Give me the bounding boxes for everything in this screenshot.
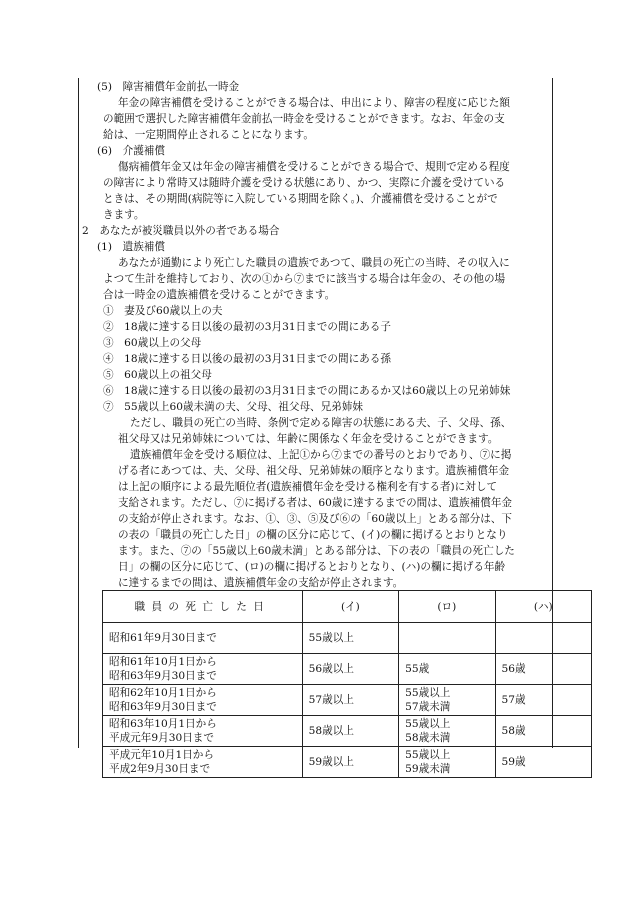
table-cell-ro: 55歳以上 57歳未満 (399, 685, 495, 716)
table-cell-ha: 59歳 (495, 747, 591, 778)
chapter-heading: 2 あなたが被災職員以外の者である場合 (82, 225, 280, 237)
table-cell-i: 57歳以上 (302, 685, 398, 716)
paragraph-line: の表の「職員の死亡した日」の欄の区分に応じて、(イ)の欄に掲げるとおりとなり (118, 529, 508, 541)
paragraph-line: の範囲で選択した障害補償年金前払一時金を受けることができます。なお、年金の支 (103, 113, 505, 125)
table-cell-ro: 55歳 (399, 654, 495, 685)
paragraph-line: よつて生計を維持しており、次の①から⑦までに該当する場合は年金の、その他の場 (103, 273, 506, 285)
table-row (103, 654, 592, 685)
table-row (103, 623, 592, 654)
paragraph-line: ます。また、⑦の「55歳以上60歳未満」とある部分は、下の表の「職員の死亡した (118, 545, 515, 557)
list-item: ⑤ 60歳以上の祖父母 (103, 369, 212, 381)
paragraph-line: 傷病補償年金又は年金の障害補償を受けることができる場合で、規則で定める程度 (118, 161, 510, 173)
table-header-cell: (ロ) (399, 591, 495, 623)
table-cell-i: 58歳以上 (302, 716, 398, 747)
table-cell-date: 昭和61年10月1日から 昭和63年9月30日まで (103, 654, 303, 685)
table-row (103, 716, 592, 747)
table-cell-ha (495, 623, 591, 654)
section-heading: (1) 遺族補償 (97, 241, 165, 253)
age-table (102, 590, 592, 778)
paragraph-line: ただし、職員の死亡の当時、条例で定める障害の状態にある夫、子、父母、孫、 (130, 417, 512, 429)
paragraph-line: 支給されます。ただし、⑦に掲げる者は、60歳に達するまでの間は、遺族補償年金 (118, 497, 513, 509)
table-cell-i: 59歳以上 (302, 747, 398, 778)
table-cell-ha: 58歳 (495, 716, 591, 747)
table-cell-date: 昭和62年10月1日から 昭和63年9月30日まで (103, 685, 303, 716)
table-cell-date: 昭和61年9月30日まで (103, 623, 303, 654)
table-header-cell: 職員の死亡した日 (103, 591, 303, 623)
list-item: ⑥ 18歳に達する日以後の最初の3月31日までの間にあるか又は60歳以上の兄弟姉妹 (103, 385, 511, 397)
paragraph-line: に達するまでの間は、遺族補償年金の支給が停止されます。 (118, 577, 404, 589)
table-cell-date: 昭和63年10月1日から 平成元年9月30日まで (103, 716, 303, 747)
paragraph-line: 年金の障害補償を受けることができる場合は、申出により、障害の程度に応じた額 (118, 97, 510, 109)
list-item: ③ 60歳以上の父母 (103, 337, 202, 349)
paragraph-line: は上記の順序による最先順位者(遺族補償年金を受ける権利を有する者)に対して (118, 481, 498, 493)
paragraph-line: の障害により常時又は随時介護を受ける状態にあり、かつ、実際に介護を受けている (103, 177, 506, 189)
table-header-row (103, 591, 592, 623)
paragraph-line: きます。 (103, 209, 145, 221)
table-cell-ro (399, 623, 495, 654)
table-row (103, 685, 592, 716)
paragraph-line: ときは、その期間(病院等に入院している期間を除く。)、介護補償を受けることがで (103, 193, 498, 205)
table-header-cell: (イ) (302, 591, 398, 623)
paragraph-line: の支給が停止されます。なお、①、③、⑤及び⑥の「60歳以上」とある部分は、下 (118, 513, 513, 525)
paragraph-line: 祖父母又は兄弟姉妹については、年齢に関係なく年金を受けることができます。 (118, 433, 499, 445)
left-border-line (78, 78, 79, 748)
table-cell-date: 平成元年10月1日から 平成2年9月30日まで (103, 747, 303, 778)
table-cell-ro: 55歳以上 58歳未満 (399, 716, 495, 747)
list-item: ② 18歳に達する日以後の最初の3月31日までの間にある子 (103, 321, 391, 333)
table-cell-i: 55歳以上 (302, 623, 398, 654)
paragraph-line: 合は一時金の遺族補償を受けることができます。 (103, 289, 336, 301)
table-cell-ha: 56歳 (495, 654, 591, 685)
paragraph-line: 給は、一定期間停止されることになります。 (103, 129, 315, 141)
section-heading: (6) 介護補償 (97, 145, 165, 157)
table-cell-ro: 55歳以上 59歳未満 (399, 747, 495, 778)
paragraph-line: 日」の欄の区分に応じて、(ロ)の欄に掲げるとおりとなり、(ハ)の欄に掲げる年齢 (118, 561, 506, 573)
paragraph-line: 遺族補償年金を受ける順位は、上記①から⑦までの番号のとおりであり、⑦に掲 (130, 449, 512, 461)
table-row (103, 747, 592, 778)
table-cell-ha: 57歳 (495, 685, 591, 716)
list-item: ① 妻及び60歳以上の夫 (103, 305, 223, 317)
list-item: ④ 18歳に達する日以後の最初の3月31日までの間にある孫 (103, 353, 391, 365)
paragraph-line: あなたが通勤により死亡した職員の遺族であつて、職員の死亡の当時、その収入に (118, 257, 510, 269)
paragraph-line: げる者にあつては、夫、父母、祖父母、兄弟姉妹の順序となります。遺族補償年金 (118, 465, 510, 477)
section-heading: (5) 障害補償年金前払一時金 (97, 81, 240, 93)
table-cell-i: 56歳以上 (302, 654, 398, 685)
list-item: ⑦ 55歳以上60歳未満の夫、父母、祖父母、兄弟姉妹 (103, 401, 364, 413)
table-header-cell: (ハ) (495, 591, 591, 623)
